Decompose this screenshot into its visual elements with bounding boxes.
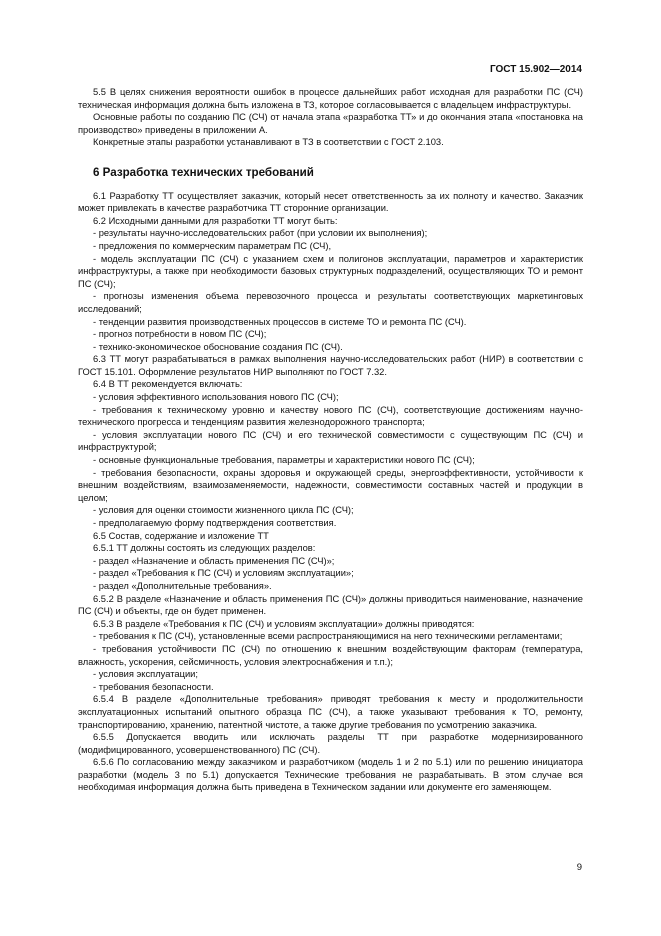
list-item: - условия эффективного использования нового ПС (СЧ); [93,392,339,403]
list-item: - раздел «Требования к ПС (СЧ) и условиям эксплуатации»; [93,568,354,579]
list-item: - условия для оценки стоимости жизненного цикла ПС (СЧ); [93,505,354,516]
page-content [78,86,583,794]
list-item: - требования устойчивости ПС (СЧ) по отношению к внешним воздействующим факторам (температура, влажность, ускорения, сейсмичность, условия электроснабжения и т.п.); [78,643,583,667]
list-item: - результаты научно-исследовательских работ (при условии их выполнения); [93,228,428,239]
list-item: - модель эксплуатации ПС (СЧ) с указанием схем и полигонов эксплуатации, параметров и характеристик инфраструктуры, а также при необходимости базовых структурных подразделений, осуществляющих ТО и ремонт ПС (СЧ); [78,253,583,289]
list-item: - предполагаемую форму подтверждения соответствия. [93,518,337,528]
paragraph: 6.5.5 Допускается вводить или исключать разделы ТТ при разработке модернизированного (модифицированного, усовершенствованного) ПС (СЧ). [78,732,583,755]
paragraph: 6.5.6 По согласованию между заказчиком и разработчиком (модель 1 и 2 по 5.1) или по решению инициатора разработки (модель 3 по 5.1) допускается Технические требования не разрабатывать. В этом случае вся необходимая информация должна быть приведена в Техническом задании или документе его заменяющем. [78,757,583,793]
paragraph: Конкретные этапы разработки устанавливают в ТЗ в соответствии с ГОСТ 2.103. [93,137,444,148]
list-item: - требования безопасности, охраны здоровья и окружающей среды, энергоэффективности, устойчивости к внешним воздействиям, взаимозаменяемости, надежности, совместимости составных частей и продукции в целом; [78,467,583,503]
paragraph: 6.5.1 ТТ должны состоять из следующих разделов: [93,543,316,554]
paragraph: 6.5.2 В разделе «Назначение и область применения ПС (СЧ)» должны приводиться наименование, назначение ПС (СЧ) и объекты, где он будет применен. [78,593,583,617]
list-item: - раздел «Назначение и область применения ПС (СЧ)»; [93,555,335,566]
paragraph: 6.2 Исходными данными для разработки ТТ могут быть: [93,215,338,226]
list-item: - прогнозы изменения объема перевозочного процесса и результаты соответствующих маркетинговых исследований; [78,291,583,314]
list-item: - раздел «Дополнительные требования». [93,580,272,591]
paragraph: 6.3 ТТ могут разрабатываться в рамках выполнения научно-исследовательских работ (НИР) в соответствии с ГОСТ 15.101. Оформление результатов НИР выполняют по ГОСТ 7.32. [78,354,583,377]
list-item: - тенденции развития производственных процессов в системе ТО и ремонта ПС (СЧ). [93,316,467,327]
list-item: - основные функциональные требования, параметры и характеристики нового ПС (СЧ); [93,455,475,466]
page-number: 9 [576,862,582,873]
paragraph: 6.5.3 В разделе «Требования к ПС (СЧ) и условиям эксплуатации» должны приводятся: [93,618,475,629]
list-item: - требования к ПС (СЧ), установленные всеми распространяющимися на него техническими регламентами; [93,631,563,642]
paragraph: Основные работы по созданию ПС (СЧ) от начала этапа «разработка ТТ» и до окончания этапа «постановка на производство» приведены в приложении А. [78,112,583,135]
list-item: - предложения по коммерческим параметрам ПС (СЧ), [93,240,332,251]
list-item: - условия эксплуатации; [93,669,198,680]
document-code: ГОСТ 15.902—2014 [489,64,582,75]
list-item: - технико-экономическое обоснование создания ПС (СЧ). [93,341,343,352]
list-item: - требования безопасности. [93,681,214,692]
paragraph: 6.1 Разработку ТТ осуществляет заказчик, который несет ответственность за их полноту и качество. Заказчик может привлекать в качестве разработчика ТТ сторонние организации. [78,190,583,214]
paragraph: 6.4 В ТТ рекомендуется включать: [93,379,243,390]
paragraph: 6.5.4 В разделе «Дополнительные требования» приводят требования к месту и продолжительности эксплуатационных испытаний опытного образца ПС (СЧ), а также указывают требования к ТО, ремонту, транспортированию, хранению, патентной чистоте, а также другие требования по усмотрению заказчика. [78,694,583,730]
list-item: - прогноз потребности в новом ПС (СЧ); [93,329,267,340]
list-item: - условия эксплуатации нового ПС (СЧ) и его технической совместимости с существующим ПС (СЧ) и инфраструктурой; [78,429,583,453]
paragraph: 6.5 Состав, содержание и изложение ТТ [93,530,269,541]
list-item: - требования к техническому уровню и качеству нового ПС (СЧ), соответствующие достижениям научно-технического прогресса и тенденциям развития железнодорожного транспорта; [78,404,583,428]
paragraph: 5.5 В целях снижения вероятности ошибок в процессе дальнейших работ исходная для разработки ПС (СЧ) техническая информация должна быть изложена в ТЗ, которое согласовывается с владельцем инфраструктуры. [78,87,583,110]
section-heading: 6 Разработка технических требований [93,165,314,179]
